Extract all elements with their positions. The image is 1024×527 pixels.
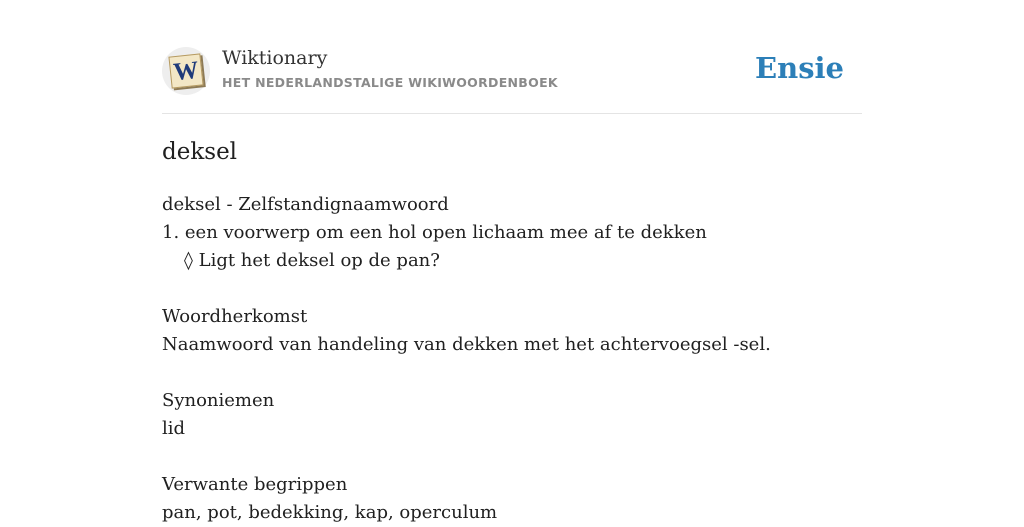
etymology-text: Naamwoord van handeling van dekken met het achtervoegsel -sel. <box>162 334 771 355</box>
logo-tile-icon <box>168 53 203 88</box>
ensie-brand-link[interactable]: Ensie <box>755 51 844 85</box>
wiktionary-logo[interactable] <box>162 47 210 95</box>
page-title: deksel <box>162 139 238 165</box>
spacer <box>162 443 862 471</box>
spacer <box>162 275 862 303</box>
headword-line: deksel - Zelfstandignaamwoord <box>162 194 449 215</box>
site-subtitle: HET NEDERLANDSTALIGE WIKIWOORDENBOEK <box>222 75 558 90</box>
site-title[interactable]: Wiktionary <box>222 47 328 69</box>
logo-letter: W <box>172 56 200 87</box>
example-sentence: ◊ Ligt het deksel op de pan? <box>184 250 440 271</box>
synonyms-text: lid <box>162 418 186 439</box>
synonyms-heading: Synoniemen <box>162 390 275 411</box>
main-content <box>162 136 862 527</box>
site-header <box>162 45 862 114</box>
definition: 1. een voorwerp om een hol open lichaam mee af te dekken <box>162 222 707 243</box>
related-heading: Verwante begrippen <box>162 474 348 495</box>
spacer <box>162 359 862 387</box>
related-text: pan, pot, bedekking, kap, operculum <box>162 502 498 523</box>
entry-body <box>162 191 862 527</box>
etymology-heading: Woordherkomst <box>162 306 308 327</box>
